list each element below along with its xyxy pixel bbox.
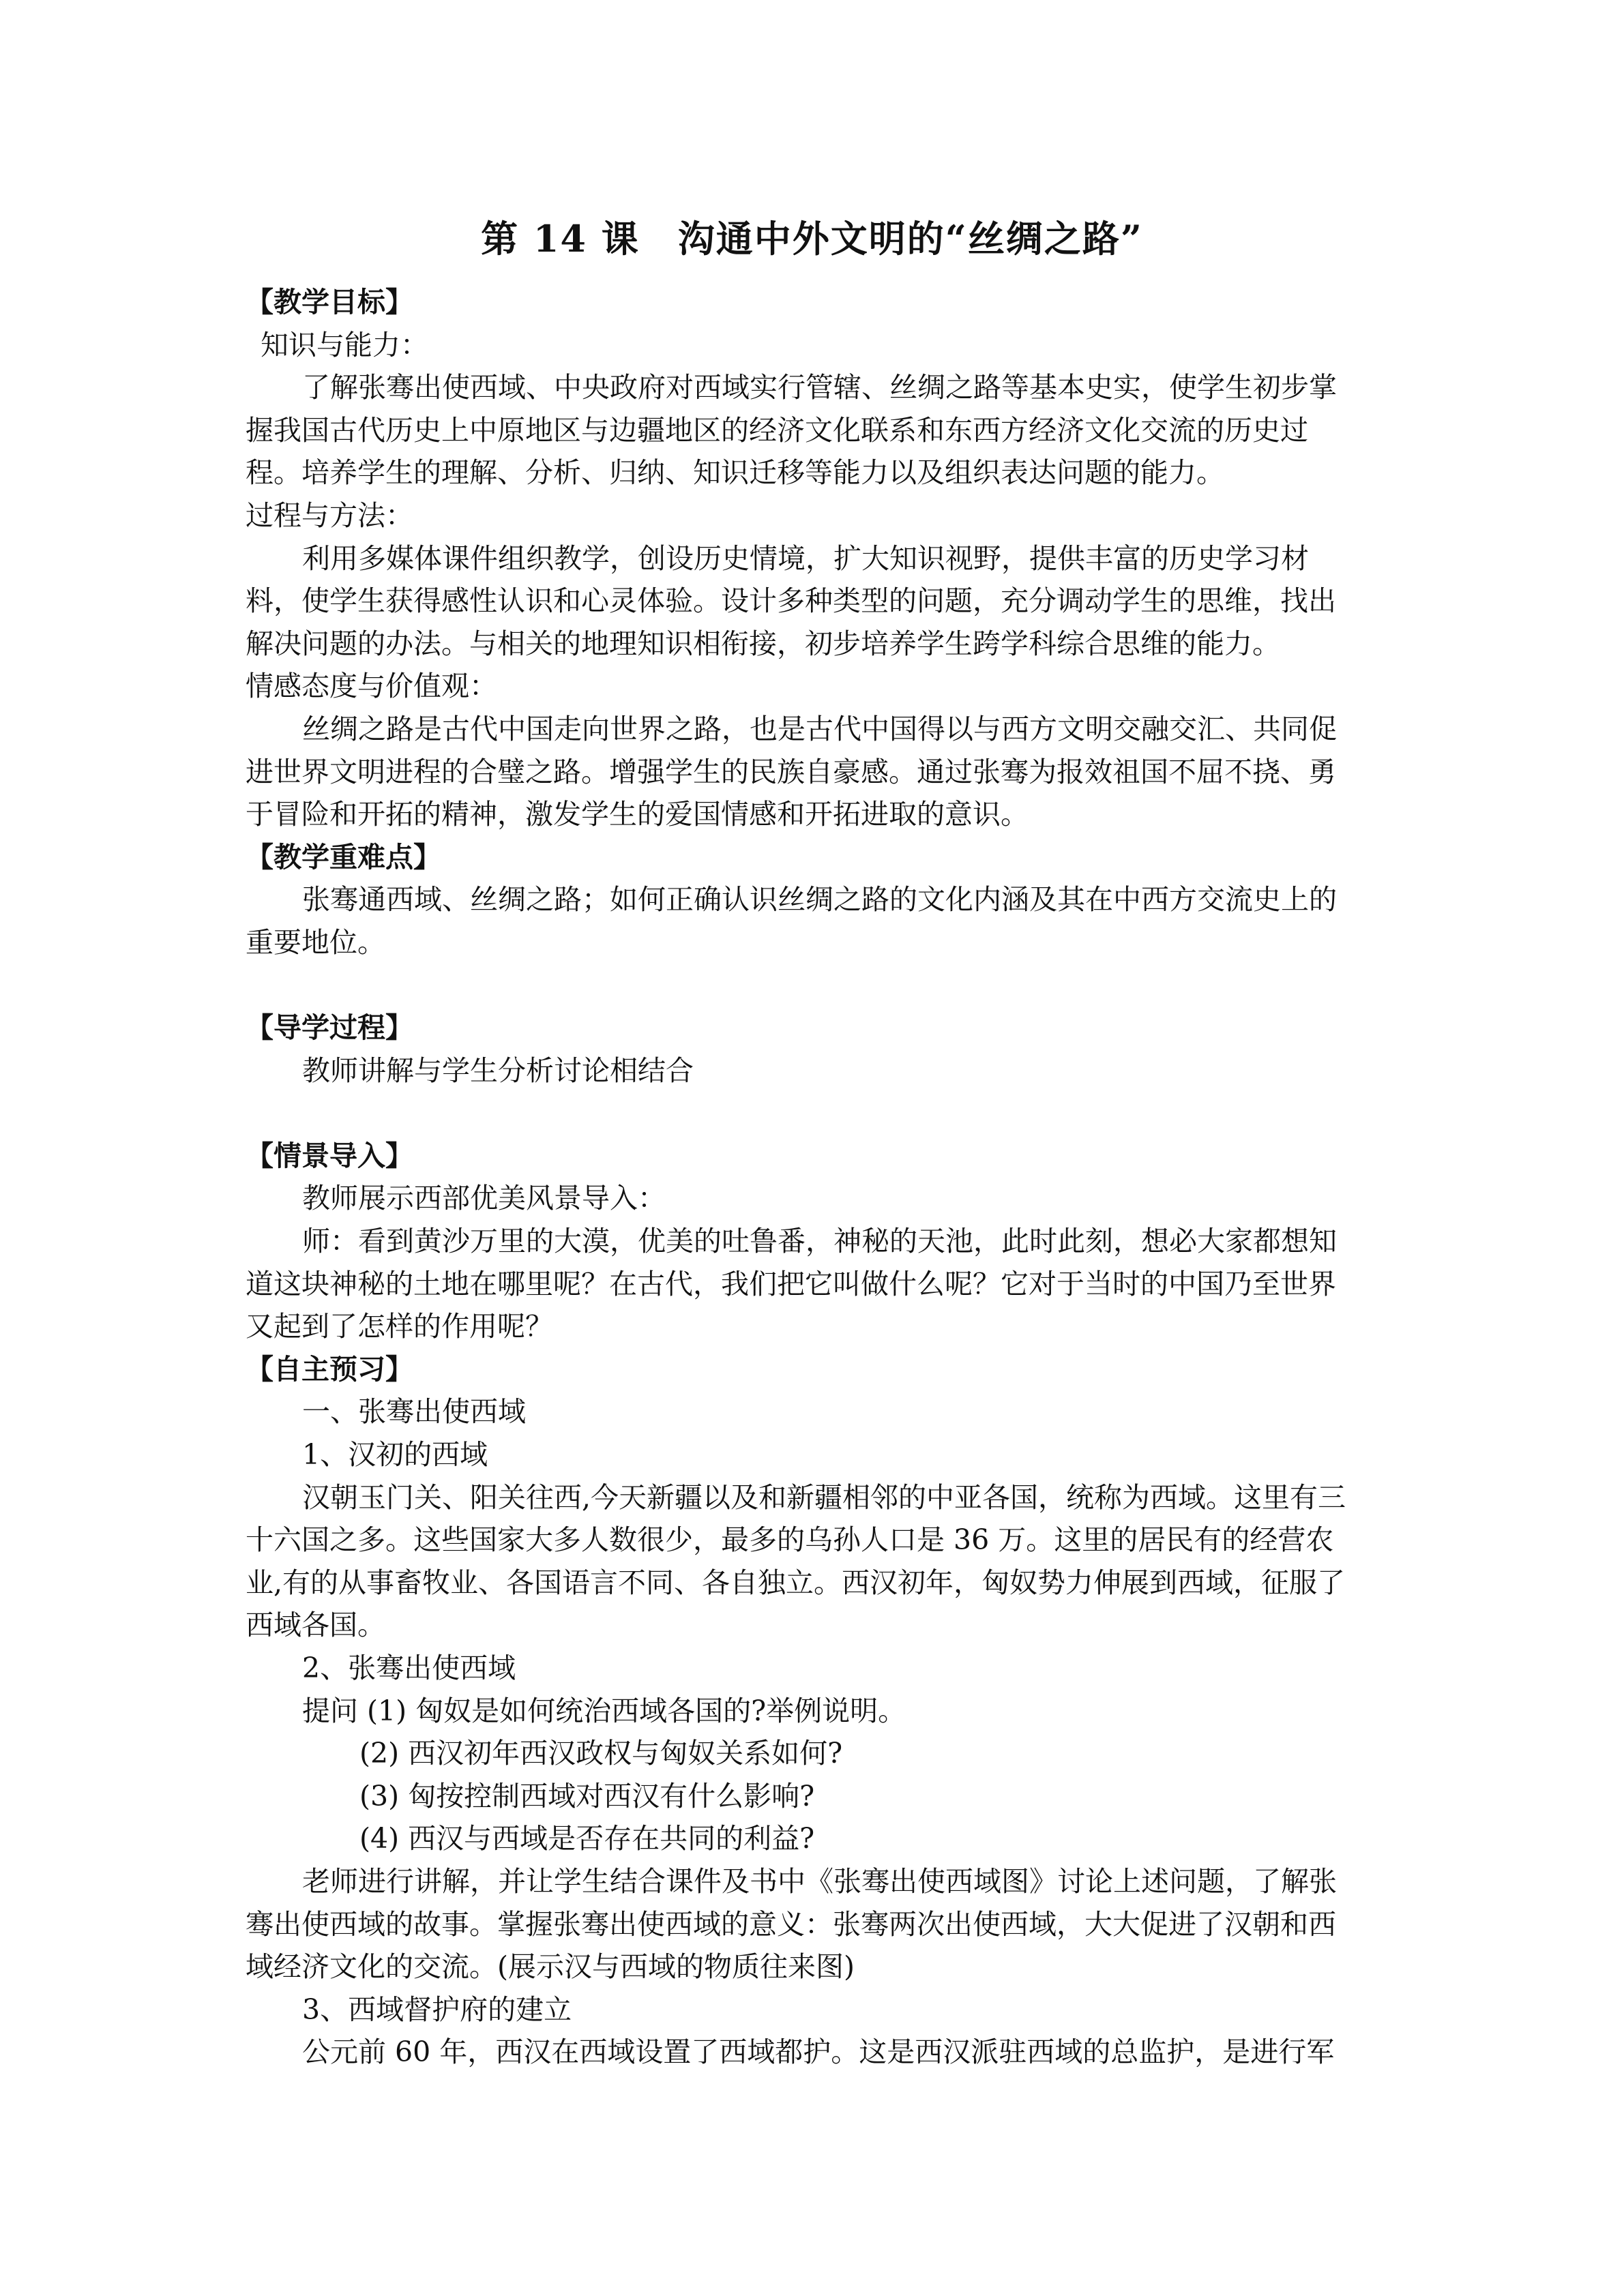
paragraph-line: 师：看到黄沙万里的大漠，优美的吐鲁番，神秘的天池，此时此刻，想必大家都想知	[302, 1225, 1337, 1258]
section-heading-guide: 【导学过程】	[246, 1011, 413, 1045]
paragraph-line: 骞出使西域的故事。掌握张骞出使西域的意义：张骞两次出使西域，大大促进了汉朝和西	[246, 1907, 1336, 1941]
paragraph-line: 料，使学生获得感性认识和心灵体验。设计多种类型的问题，充分调动学生的思维，找出	[246, 584, 1336, 618]
paragraph-line: 教师讲解与学生分析讨论相结合	[302, 1054, 694, 1087]
process-label: 过程与方法：	[246, 498, 413, 532]
paragraph-line: 利用多媒体课件组织教学，创设历史情境，扩大知识视野，提供丰富的历史学习材	[302, 541, 1309, 575]
emotion-label: 情感态度与价值观：	[246, 670, 497, 703]
knowledge-label: 知识与能力：	[261, 328, 428, 361]
paragraph-line: 教师展示西部优美风景导入：	[302, 1182, 666, 1215]
paragraph-line: 丝绸之路是古代中国走向世界之路，也是古代中国得以与西方文明交融交汇、共同促	[302, 712, 1337, 745]
paragraph-line: 业,有的从事畜牧业、各国语言不同、各自独立。西汉初年，匈奴势力伸展到西域，征服了	[246, 1566, 1346, 1599]
paragraph-line: 张骞通西域、丝绸之路；如何正确认识丝绸之路的文化内涵及其在中西方交流史上的	[302, 883, 1337, 916]
section-heading-goals: 【教学目标】	[246, 286, 413, 318]
question-item: (4) 西汉与西域是否存在共同的利益?	[359, 1822, 815, 1855]
paragraph-line: 又起到了怎样的作用呢？	[246, 1310, 553, 1343]
paragraph-line: 解决问题的办法。与相关的地理知识相衔接，初步培养学生跨学科综合思维的能力。	[246, 627, 1280, 660]
paragraph-line: 进世界文明进程的合璧之路。增强学生的民族自豪感。通过张骞为报效祖国不屈不挠、勇	[246, 755, 1336, 788]
paragraph-line: 公元前 60 年，西汉在西域设置了西域都护。这是西汉派驻西域的总监护，是进行军	[302, 2036, 1335, 2069]
subheading: 2、张骞出使西域	[302, 1652, 516, 1684]
spacer	[246, 964, 1378, 1007]
question-item: 提问 (1) 匈奴是如何统治西域各国的?举例说明。	[302, 1694, 906, 1727]
section-heading-preview: 【自主预习】	[246, 1352, 413, 1386]
question-item: (2) 西汉初年西汉政权与匈奴关系如何?	[359, 1737, 843, 1770]
paragraph-line: 域经济文化的交流。(展示汉与西域的物质往来图)	[246, 1950, 855, 1984]
paragraph-line: 老师进行讲解，并让学生结合课件及书中《张骞出使西域图》讨论上述问题，了解张	[302, 1864, 1337, 1898]
document-body	[246, 281, 1378, 2074]
spacer	[246, 1092, 1378, 1135]
section-heading-intro: 【情景导入】	[246, 1139, 413, 1172]
paragraph-line: 十六国之多。这些国家大多人数很少，最多的乌孙人口是 36 万。这里的居民有的经营农	[246, 1523, 1334, 1557]
question-item: (3) 匈按控制西域对西汉有什么影响?	[359, 1779, 815, 1813]
subheading: 一、张骞出使西域	[302, 1395, 526, 1429]
paragraph-line: 程。培养学生的理解、分析、归纳、知识迁移等能力以及组织表达问题的能力。	[246, 456, 1224, 490]
paragraph-line: 握我国古代历史上中原地区与边疆地区的经济文化联系和东西方经济文化交流的历史过	[246, 413, 1308, 447]
paragraph-line: 道这块神秘的土地在哪里呢？在古代，我们把它叫做什么呢？它对于当时的中国乃至世界	[246, 1267, 1336, 1300]
paragraph-line: 了解张骞出使西域、中央政府对西域实行管辖、丝绸之路等基本史实，使学生初步掌	[302, 371, 1337, 404]
lesson-title: 第 14 课 沟通中外文明的“丝绸之路”	[481, 217, 1143, 260]
subheading: 1、汉初的西域	[302, 1438, 488, 1472]
section-heading-keypoints: 【教学重难点】	[246, 840, 441, 874]
paragraph-line: 重要地位。	[246, 925, 385, 959]
subheading: 3、西域督护府的建立	[302, 1993, 572, 2026]
paragraph-line: 于冒险和开拓的精神，激发学生的爱国情感和开拓进取的意识。	[246, 798, 1029, 831]
paragraph-line: 汉朝玉门关、阳关往西,今天新疆以及和新疆相邻的中亚各国，统称为西域。这里有三	[302, 1480, 1346, 1514]
paragraph-line: 西域各国。	[246, 1609, 385, 1642]
